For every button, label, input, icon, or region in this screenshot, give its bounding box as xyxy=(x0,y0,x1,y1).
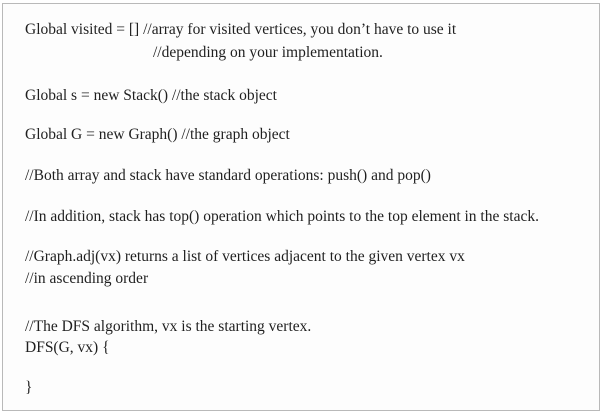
line-implementation-comment: //depending on your implementation. xyxy=(153,44,383,61)
line-global-graph: Global G = new Graph() //the graph object xyxy=(25,126,290,143)
line-stack-top-op: //In addition, stack has top() operation which points to the top element in the stack. xyxy=(25,208,539,225)
line-global-stack: Global s = new Stack() //the stack object xyxy=(25,87,277,104)
line-dfs-signature: DFS(G, vx) { xyxy=(25,339,110,356)
line-array-stack-ops: //Both array and stack have standard operations: push() and pop() xyxy=(25,167,431,184)
line-global-visited: Global visited = [] //array for visited vertices, you don’t have to use it xyxy=(25,21,457,38)
line-ascending-order: //in ascending order xyxy=(25,270,149,287)
line-dfs-comment: //The DFS algorithm, vx is the starting vertex. xyxy=(25,318,312,335)
line-graph-adj: //Graph.adj(vx) returns a list of vertices adjacent to the given vertex vx xyxy=(25,248,465,265)
code-document xyxy=(2,3,600,411)
line-closing-brace: } xyxy=(25,379,33,396)
